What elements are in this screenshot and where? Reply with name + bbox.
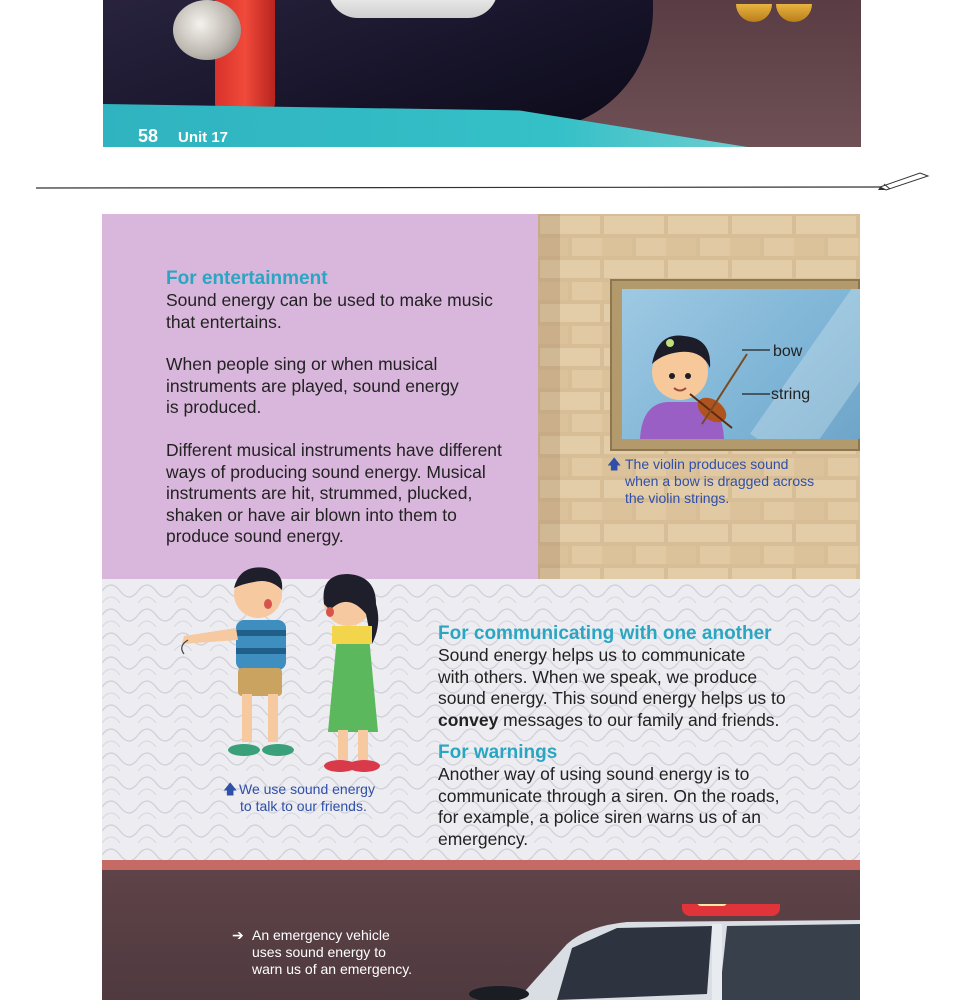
caption-line: The violin produces sound	[625, 456, 789, 472]
text-line: Sound energy helps us to communicate	[438, 645, 746, 665]
shoes-illustration	[736, 4, 816, 28]
text-line: communicate through a siren. On the roads,	[438, 785, 780, 806]
text-line: sound energy. This sound energy helps us to	[438, 688, 786, 708]
previous-page-fragment	[103, 0, 861, 147]
caption-line: uses sound energy to	[252, 944, 386, 960]
communicating-paragraph	[438, 645, 786, 731]
text-line: Another way of using sound energy is to	[438, 764, 750, 784]
textbook-page	[102, 214, 860, 1000]
entertainment-paragraph-3	[166, 440, 502, 548]
page-number: 58	[138, 126, 159, 146]
heading-warnings: For warnings	[438, 742, 558, 763]
text-line: messages to our family and friends.	[498, 709, 780, 730]
arrow-up-icon: 🡅	[607, 456, 622, 472]
text-line: instruments are played, sound energy	[166, 375, 459, 396]
caption-line: to talk to our friends.	[240, 798, 367, 814]
children-talking-illustration	[170, 564, 400, 784]
text-line: produce sound energy.	[166, 526, 344, 546]
entertainment-paragraph-1	[166, 290, 493, 333]
vehicle-caption	[252, 927, 412, 978]
caption-line: the violin strings.	[625, 490, 730, 506]
siren-icon	[682, 904, 780, 916]
pencil-icon	[878, 173, 928, 190]
text-line: Sound energy can be used to make music	[166, 290, 493, 310]
text-line: Different musical instruments have different	[166, 440, 502, 460]
entertainment-paragraph-2	[166, 354, 459, 419]
violin-caption	[625, 456, 814, 507]
violin-player-illustration	[622, 324, 762, 444]
arrow-up-icon: 🡅	[223, 781, 238, 797]
bold-term-convey: convey	[438, 709, 499, 730]
text-line: for example, a police siren warns us of an	[438, 807, 761, 827]
text-line: ways of producing sound energy. Musical	[166, 461, 486, 482]
text-line: is produced.	[166, 397, 262, 417]
caption-line: when a bow is dragged across	[625, 473, 815, 489]
heading-communicating: For communicating with one another	[438, 623, 772, 644]
text-line: shaken or have air blown into them to	[166, 504, 457, 525]
text-line: instruments are hit, strummed, plucked,	[166, 483, 473, 503]
heading-entertainment: For entertainment	[166, 268, 328, 289]
label-bow: bow	[773, 343, 803, 360]
hair-clip-icon	[666, 339, 674, 347]
hydrant-cap	[173, 0, 241, 60]
caption-line: An emergency vehicle	[252, 927, 390, 943]
caption-line: warn us of an emergency.	[252, 961, 413, 977]
label-string: string	[771, 386, 811, 403]
text-line: that entertains.	[166, 311, 282, 332]
friends-caption	[239, 781, 375, 815]
police-car-illustration	[457, 904, 860, 1000]
text-line: with others. When we speak, we produce	[438, 666, 758, 687]
warnings-paragraph	[438, 764, 779, 850]
caption-line: We use sound energy	[239, 781, 375, 797]
unit-label: Unit 17	[178, 129, 229, 146]
curb-line	[102, 860, 860, 870]
text-line: emergency.	[438, 828, 529, 849]
car-headlight	[328, 0, 498, 18]
text-line: When people sing or when musical	[166, 354, 438, 374]
arrow-right-icon: ➔	[232, 927, 244, 943]
page-separator	[0, 168, 960, 192]
